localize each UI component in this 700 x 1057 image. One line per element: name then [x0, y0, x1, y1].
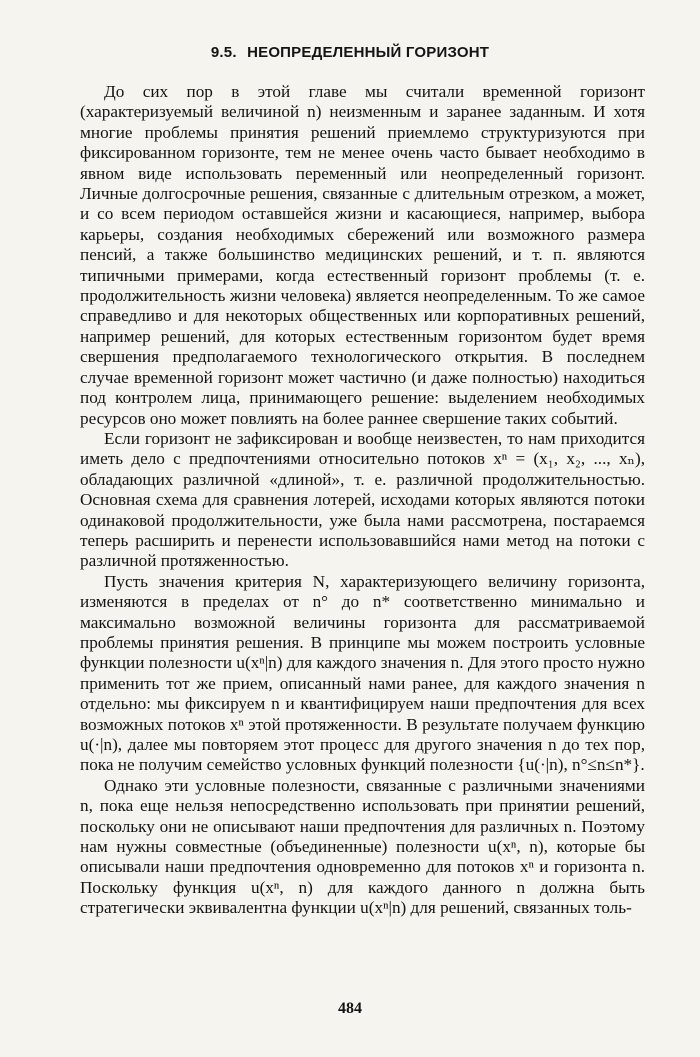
paragraph-joint-utility: Однако эти условные полезности, связанные с различными значениями n, пока еще нельзя непосредственно использовать при принятии решений, поскольку они не описывают наши предпочтения для различных n. Поэтому нам нужны совместные (объединенные) полезности u(xⁿ, n), которые бы описывали наши предпочтения одновременно для потоков xⁿ и горизонта n. Поскольку функция u(xⁿ, n) для каждого данного n должна быть стратегически эквивалентна функции u(xⁿ|n) для решений, связанных толь- — [80, 775, 645, 918]
paragraph-unfixed-horizon: Если горизонт не зафиксирован и вообще неизвестен, то нам приходится иметь дело с предпочтениями относительно потоков xⁿ = (x₁, x₂, ..., xₙ), обладающих различной «длиной», т. е. различной продолжительностью. Основная схема для сравнения лотерей, исходами которых являются потоки одинаковой продолжительности, уже была нами рассмотрена, постараемся теперь расширить и перенести использовавшийся нами метод на потоки с различной протяженностью. — [80, 428, 645, 571]
section-title: НЕОПРЕДЕЛЕННЫЙ ГОРИЗОНТ — [247, 44, 490, 61]
section-number: 9.5. — [210, 44, 237, 61]
paragraph-horizon-intro: До сих пор в этой главе мы считали временной горизонт (характеризуемый величиной n) неизменным и заранее заданным. И хотя многие проблемы принятия решений приемлемо структуризуются при фиксированном горизонте, тем не менее очень часто бывает необходимо в явном виде использовать переменный или неопределенный горизонт. Личные долгосрочные решения, связанные с длительным отрезком, а может, и со всем периодом оставшейся жизни и касающиеся, например, выбора карьеры, создания необходимых сбережений или возможного размера пенсий, а также большинство медицинских решений, и т. п. являются типичными примерами, когда естественный горизонт проблемы (т. е. продолжительность жизни человека) является неопределенным. То же самое справедливо и для некоторых общественных или корпоративных решений, например решений, для которых естественным горизонтом будет время свершения предполагаемого технологического открытия. В последнем случае временной горизонт может частично (и даже полностью) находиться под контролем лица, принимающего решение: выделением необходимых ресурсов оно может повлиять на более раннее свершение таких событий. — [80, 82, 645, 428]
section-heading — [0, 44, 700, 61]
page-number: 484 — [338, 1000, 362, 1017]
paragraph-conditional-utility: Пусть значения критерия N, характеризующего величину горизонта, изменяются в пределах от n° до n* соответственно минимально и максимально возможной величины горизонта для рассматриваемой проблемы принятия решения. В принципе мы можем построить условные функции полезности u(xⁿ|n) для каждого значения n. Для этого просто нужно применить тот же прием, описанный нами ранее, для каждого значения n отдельно: мы фиксируем n и квантифицируем наши предпочтения для всех возможных потоков xⁿ этой протяженности. В результате получаем функцию u(·|n), далее мы повторяем этот процесс для другого значения n до тех пор, пока не получим семейство условных функций полезности {u(·|n), n°≤n≤n*}. — [80, 571, 645, 775]
body-text — [80, 82, 645, 919]
